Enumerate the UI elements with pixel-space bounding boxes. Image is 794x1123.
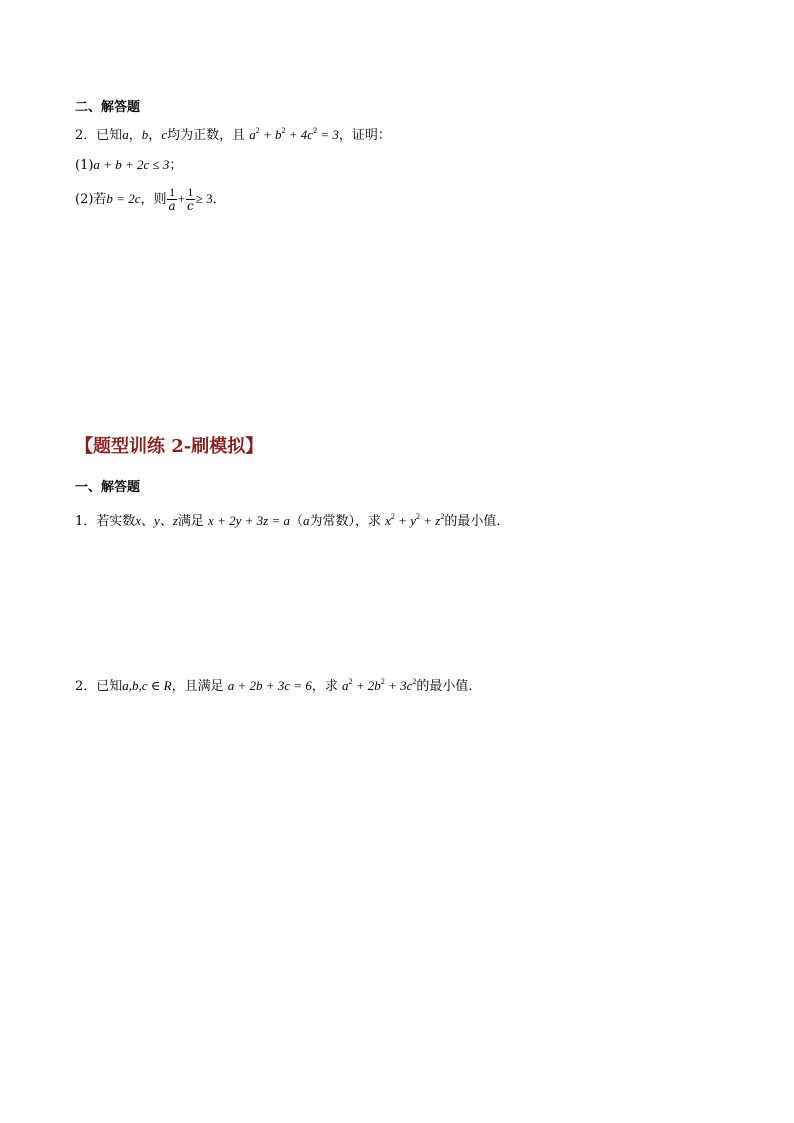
part-1-expression: a + b + 2c ≤ 3 xyxy=(93,157,170,172)
part-2-condition: b = 2c xyxy=(106,191,141,206)
part-2-end: ． xyxy=(212,192,226,207)
section-heading-answer-2: 一、解答题 xyxy=(75,480,141,495)
fraction-1-over-c: $\frac{1}{c}$ xyxy=(186,185,194,213)
question-1-paren-text: 为常数），求 xyxy=(309,514,381,529)
question-1-prefix: 1．若实数 xyxy=(75,514,136,529)
question-2-stem xyxy=(75,122,391,145)
section-heading-answer: 二、解答题 xyxy=(75,100,141,115)
question-2b-set: a,b,c ∈ R xyxy=(122,678,172,693)
question-2-equation: $a^2 + b^2 + 4c^2 = 3$ xyxy=(249,126,339,142)
question-2-section-2 xyxy=(75,673,481,696)
question-1-paren-open: （ xyxy=(289,514,303,529)
part-2-mid: ，则 xyxy=(140,192,167,207)
sep-1: ， xyxy=(128,128,142,143)
var-c: c xyxy=(161,127,168,142)
question-1-equation: x + 2y + 3z = a xyxy=(208,513,290,528)
question-2-suffix: ，证明： xyxy=(338,128,391,143)
question-2b-equation: a + 2b + 3c = 6 xyxy=(227,678,312,693)
var-b: b xyxy=(141,127,149,142)
question-2b-suffix: 的最小值． xyxy=(416,679,482,694)
question-1 xyxy=(75,508,509,531)
question-2b-mid: ，且满足 xyxy=(171,679,224,694)
plus-sign: + xyxy=(177,191,185,206)
part-1 xyxy=(75,156,182,175)
fraction-1-over-a: $\frac{1}{a}$ xyxy=(168,185,176,213)
question-1-mid: 满足 xyxy=(177,514,204,529)
sep-2: ， xyxy=(148,128,162,143)
question-1-suffix: 的最小值． xyxy=(444,514,510,529)
question-2b-prefix: 2．已知 xyxy=(75,679,123,694)
part-1-label: (1) xyxy=(75,158,94,173)
question-1-target: $x^2 + y^2 + z^2$ xyxy=(385,512,445,528)
question-2b-target: $a^2 + 2b^2 + 3c^2$ xyxy=(342,677,417,693)
question-1-vars: x、y、z xyxy=(135,513,178,528)
part-2-label: (2)若 xyxy=(75,192,107,207)
question-2-prefix: 2．已知 xyxy=(75,128,123,143)
var-a: a xyxy=(122,127,129,142)
question-2-mid: 均为正数，且 xyxy=(167,128,246,143)
question-1-a: a xyxy=(302,513,310,528)
part-1-end: ； xyxy=(169,158,183,173)
part-2 xyxy=(75,186,226,213)
training-banner: 【题型训练 2-刷模拟】 xyxy=(75,436,264,457)
part-2-rhs: ≥ 3 xyxy=(195,191,213,206)
question-2b-mid2: ，求 xyxy=(311,679,338,694)
